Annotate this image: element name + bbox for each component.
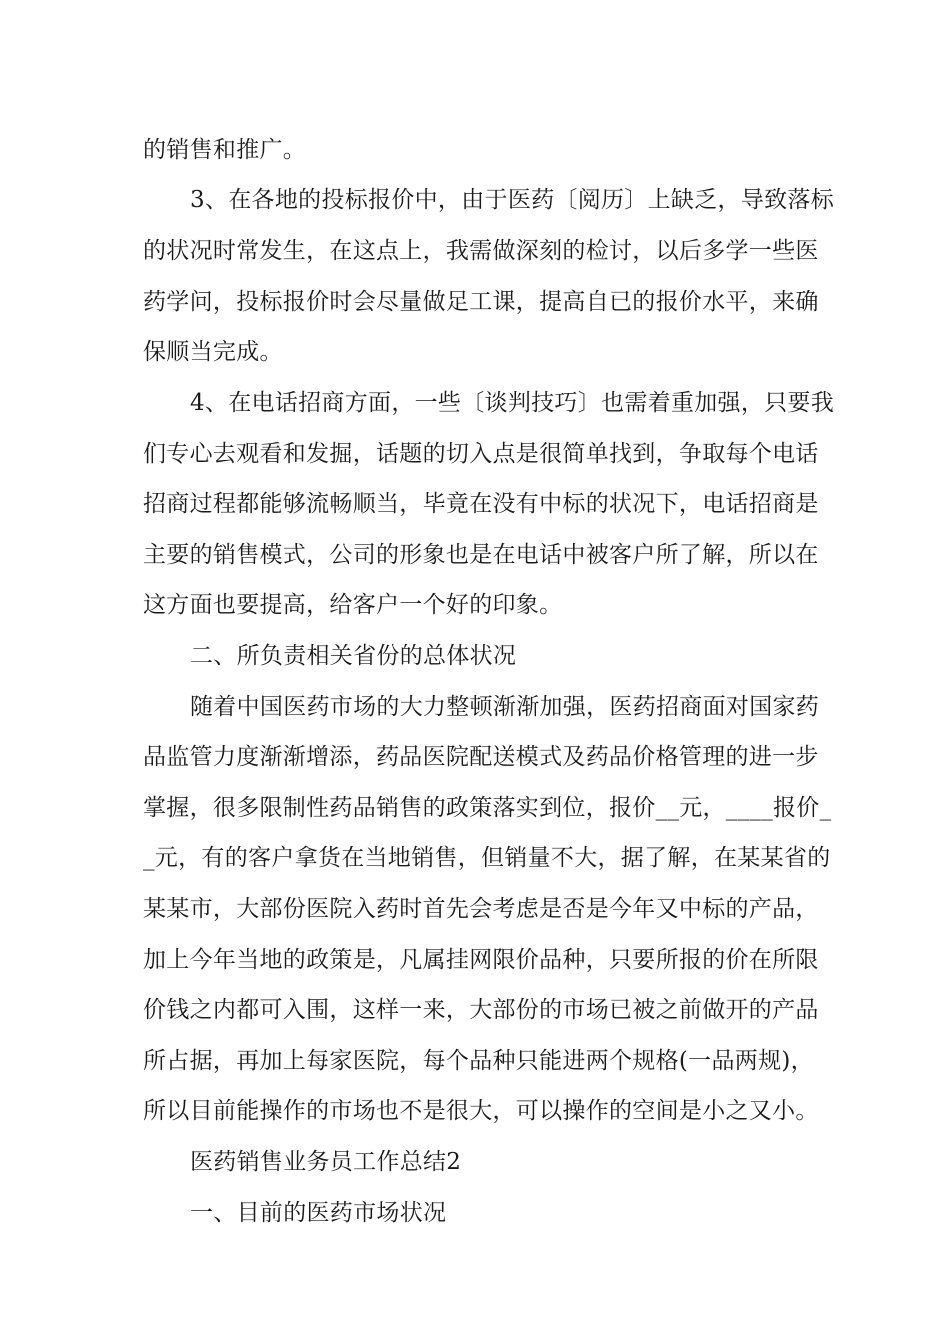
section-heading: 二、所负责相关省份的总体状况 bbox=[190, 643, 517, 669]
body-text-line: 3、在各地的投标报价中，由于医药〔阅历〕上缺乏，导致落标 bbox=[190, 187, 835, 213]
body-text-line: 保顺当完成。 bbox=[143, 339, 283, 365]
body-text-line: _元，有的客户拿货在当地销售，但销量不大，据了解，在某某省的 bbox=[143, 845, 831, 871]
body-text-line: 4、在电话招商方面，一些〔谈判技巧〕也需着重加强，只要我 bbox=[190, 390, 835, 416]
body-text-line: 们专心去观看和发掘，话题的切入点是很简单找到，争取每个电话 bbox=[143, 441, 819, 467]
body-text-line: 的销售和推广。 bbox=[143, 137, 307, 163]
body-text-line: 主要的销售模式，公司的形象也是在电话中被客户所了解，所以在 bbox=[143, 542, 819, 568]
body-text-line: 掌握，很多限制性药品销售的政策落实到位，报价__元，____报价_ bbox=[143, 795, 832, 821]
body-text-line: 所以目前能操作的市场也不是很大，可以操作的空间是小之又小。 bbox=[143, 1098, 819, 1124]
body-text-line: 某某市，大部份医院入药时首先会考虑是否是今年又中标的产品， bbox=[143, 896, 819, 922]
body-text-line: 加上今年当地的政策是，凡属挂网限价品种，只要所报的价在所限 bbox=[143, 947, 819, 973]
body-text-line: 药学问，投标报价时会尽量做足工课，提高自已的报价水平，来确 bbox=[143, 289, 819, 315]
document-subtitle: 医药销售业务员工作总结2 bbox=[190, 1149, 462, 1175]
body-text-line: 的状况时常发生，在这点上，我需做深刻的检讨，以后多学一些医 bbox=[143, 238, 819, 264]
section-heading: 一、目前的医药市场状况 bbox=[190, 1200, 447, 1226]
body-text-line: 所占据，再加上每家医院，每个品种只能进两个规格(一品两规)， bbox=[143, 1048, 814, 1074]
body-text-line: 随着中国医药市场的大力整顿渐渐加强，医药招商面对国家药 bbox=[190, 694, 820, 720]
body-text-line: 这方面也要提高，给客户一个好的印象。 bbox=[143, 592, 563, 618]
body-text-line: 品监管力度渐渐增添，药品医院配送模式及药品价格管理的进一步 bbox=[143, 744, 819, 770]
body-text-line: 招商过程都能够流畅顺当，毕竟在没有中标的状况下，电话招商是 bbox=[143, 491, 819, 517]
body-text-line: 价钱之内都可入围，这样一来，大部份的市场已被之前做开的产品 bbox=[143, 997, 819, 1023]
